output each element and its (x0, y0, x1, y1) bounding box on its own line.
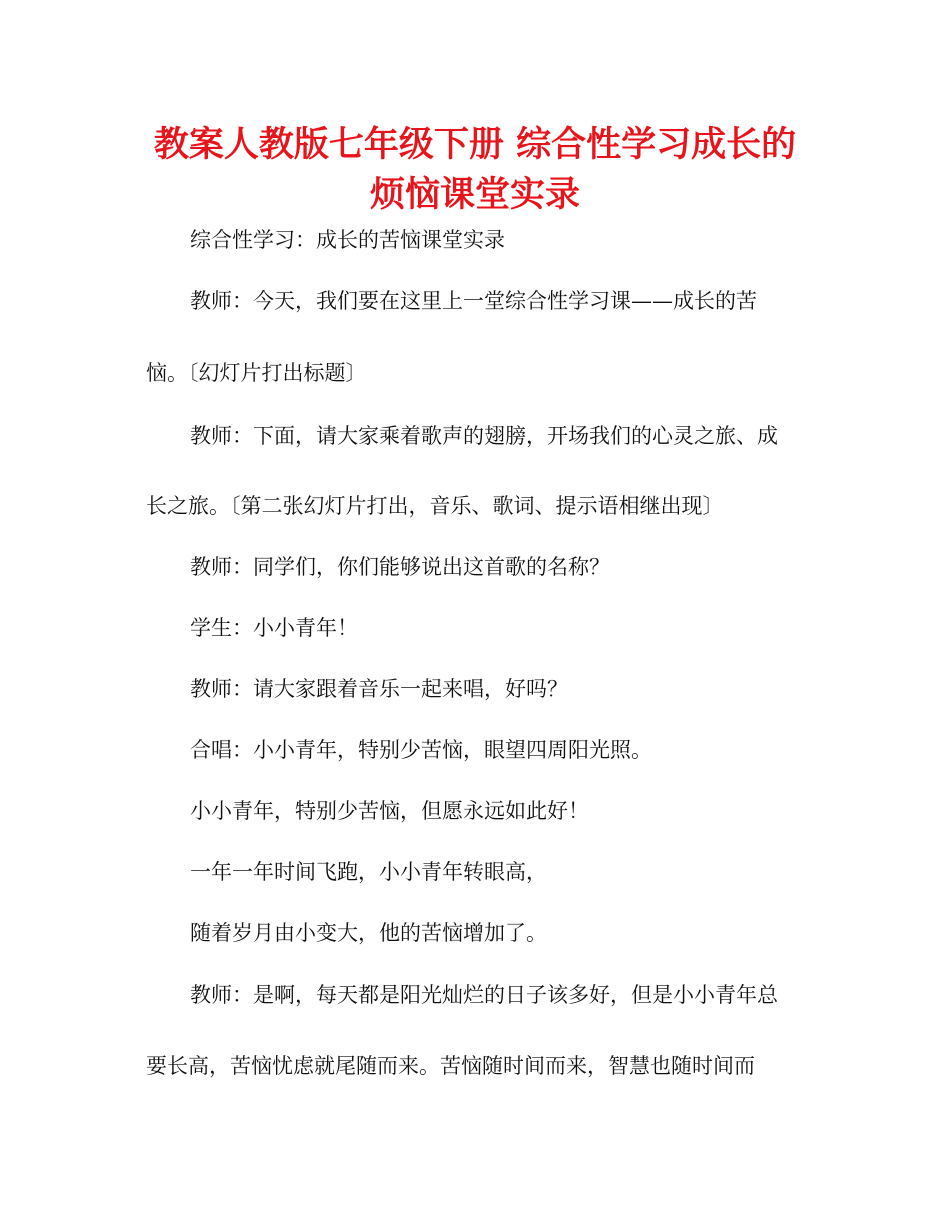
paragraph-line: 小小青年，特别少苦恼，但愿永远如此好！ (190, 799, 589, 823)
paragraph-line: 学生：小小青年！ (190, 616, 358, 640)
paragraph-line: 综合性学习：成长的苦恼课堂实录 (190, 228, 505, 252)
paragraph-line: 教师：今天，我们要在这里上一堂综合性学习课——成长的苦 (190, 289, 757, 313)
paragraph-line: 教师：下面，请大家乘着歌声的翅膀，开场我们的心灵之旅、成 (190, 424, 778, 448)
paragraph-line: 随着岁月由小变大，他的苦恼增加了。 (190, 921, 547, 945)
paragraph-line: 长之旅。〔第二张幻灯片打出，音乐、歌词、提示语相继出现〕 (146, 494, 724, 518)
paragraph-line: 恼。〔幻灯片打出标题〕 (146, 361, 367, 385)
paragraph-line: 要长高，苦恼忧虑就尾随而来。苦恼随时间而来，智慧也随时间而 (146, 1054, 755, 1078)
document-title-line-1: 教案人教版七年级下册 综合性学习成长的 (153, 125, 797, 165)
document-title-line-2: 烦恼课堂实录 (369, 175, 580, 215)
paragraph-line: 合唱：小小青年，特别少苦恼，眼望四周阳光照。 (190, 738, 652, 762)
paragraph-line: 教师：请大家跟着音乐一起来唱，好吗？ (190, 677, 568, 701)
paragraph-line: 教师：同学们，你们能够说出这首歌的名称？ (190, 555, 610, 579)
paragraph-line: 教师：是啊，每天都是阳光灿烂的日子该多好，但是小小青年总 (190, 983, 778, 1007)
paragraph-line: 一年一年时间飞跑，小小青年转眼高， (190, 860, 547, 884)
